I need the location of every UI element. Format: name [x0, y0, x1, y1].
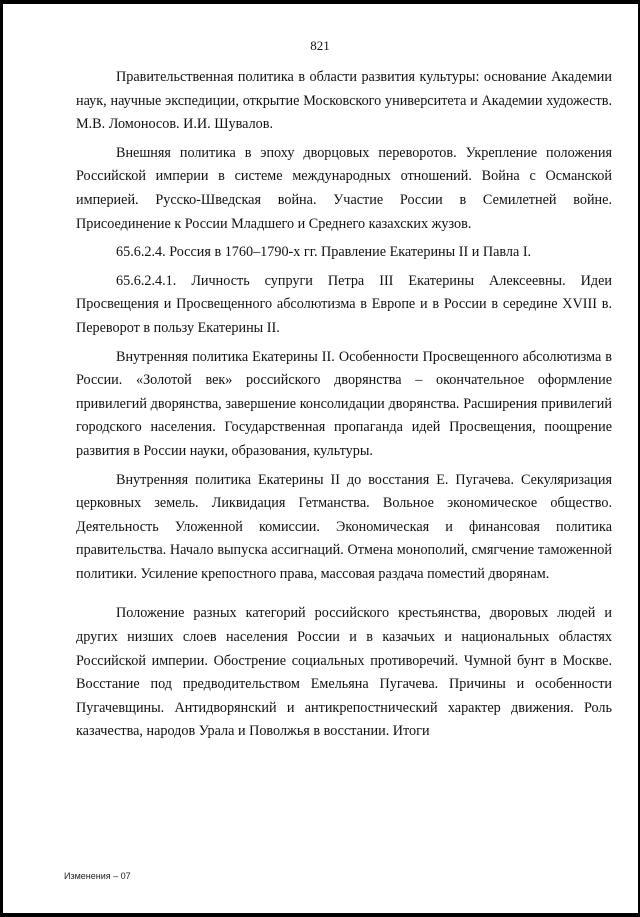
document-body: [76, 66, 612, 744]
section-heading-65-6-2-4-1: 65.6.2.4.1. Личность супруги Петра III Екатерины Алексеевны. Идеи Просвещения и Просвещенного абсолютизма в Европе и в России в середине XVIII в. Переворот в пользу Екатерины II.: [76, 272, 612, 336]
section-heading-65-6-2-4: 65.6.2.4. Россия в 1760–1790-х гг. Правление Екатерины II и Павла I.: [116, 244, 532, 261]
paragraph-internal-policy: Внутренняя политика Екатерины II. Особенности Просвещенного абсолютизма в России. «Золотой век» российского дворянства – окончательное оформление привилегий дворянства, завершение консолидации дворянства. Расширения привилегий городского населения. Государственная пропаганда идей Просвещения, поощрение развития в России науки, образования, культуры.: [76, 348, 612, 459]
paragraph-peasantry: Положение разных категорий российского крестьянства, дворовых людей и других низших слоев населения России и в казачьих и национальных областях Российской империи. Обострение социальных противоречий. Чумной бунт в Москве. Восстание под предводительством Емельяна Пугачева. Причины и особенности Пугачевщины. Антидворянский и антикрепостнический характер движения. Роль казачества, народов Урала и Поволжья в восстании. Итоги: [76, 605, 612, 740]
paragraph-foreign-policy: Внешняя политика в эпоху дворцовых переворотов. Укрепление положения Российской империи в системе международных отношений. Война с Османской империей. Русско-Шведская война. Участие России в Семилетней войне. Присоединение к России Младшего и Среднего казахских жузов.: [76, 144, 612, 232]
paragraph-policy-before-pugachev: Внутренняя политика Екатерины II до восстания Е. Пугачева. Секуляризация церковных земель. Ликвидация Гетманства. Вольное экономическое общество. Деятельность Уложенной комиссии. Экономическая и финансовая политика правительства. Начало выпуска ассигнаций. Отмена монополий, смягчение таможенной политики. Усиление крепостного права, массовая раздача поместий дворянам.: [76, 471, 612, 582]
page-number: 821: [310, 38, 330, 53]
paragraph-culture-policy: Правительственная политика в области развития культуры: основание Академии наук, научные экспедиции, открытие Московского университета и Академии художеств. М.В. Ломоносов. И.И. Шувалов.: [76, 69, 612, 133]
footer-revision-note: Изменения – 07: [64, 871, 131, 881]
